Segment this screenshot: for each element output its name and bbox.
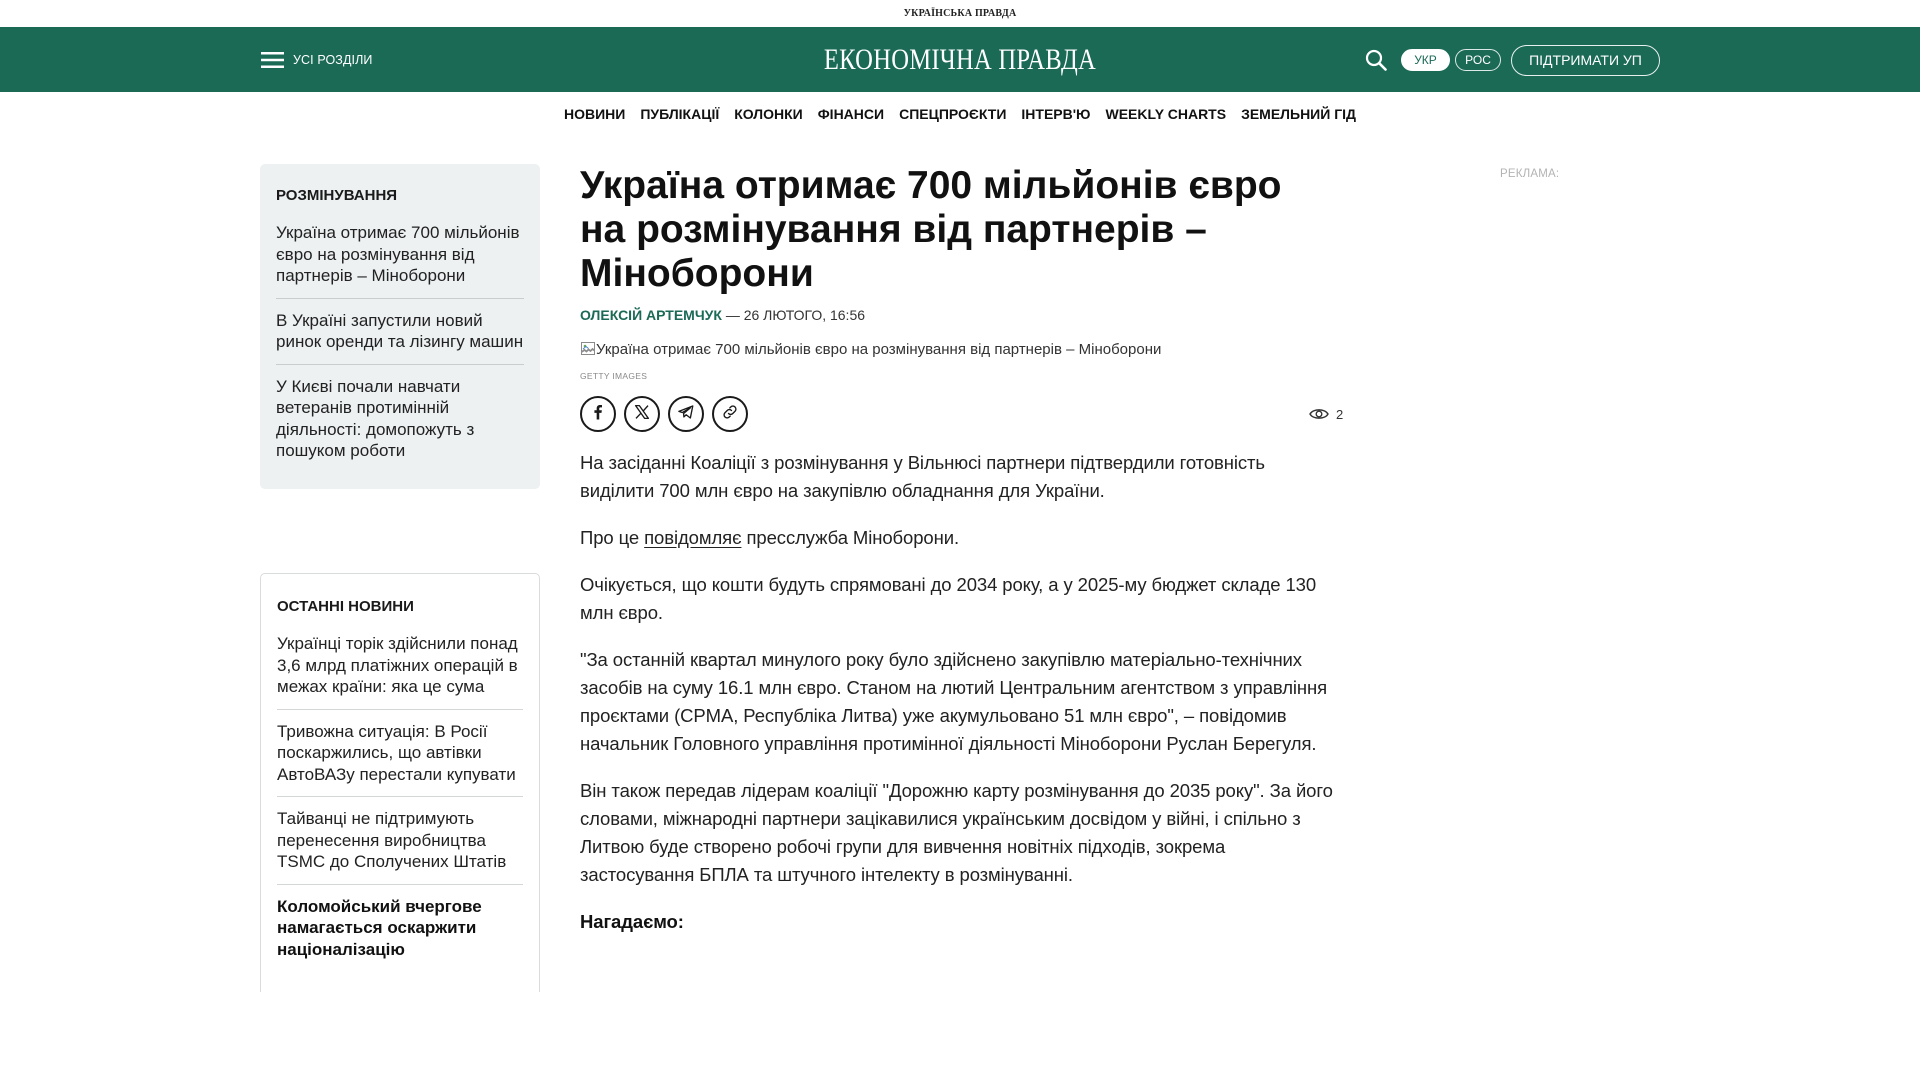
author-link[interactable]: ОЛЕКСІЙ АРТЕМЧУК	[580, 307, 722, 323]
all-sections-label: УСІ РОЗДІЛИ	[293, 53, 373, 67]
hamburger-icon	[261, 52, 284, 68]
topic-list-item[interactable]: В Україні запустили новий ринок оренди та лізингу машин	[276, 298, 524, 364]
broken-image-icon	[580, 341, 596, 357]
nav-item-interview[interactable]: ІНТЕРВ'Ю	[1021, 106, 1091, 122]
copy-link-button[interactable]	[712, 396, 748, 432]
paragraph: На засіданні Коаліції з розмінування у Вільнюсі партнери підтвердили готовність виділити 700 млн євро на закупівлю обладнання для України.	[580, 452, 1265, 501]
reminder-heading: Нагадаємо:	[580, 911, 684, 932]
main-nav	[0, 92, 1920, 136]
latest-news-item[interactable]: Тривожна ситуація: В Росії поскаржились, що автівки АвтоВАЗу перестали купувати	[277, 709, 523, 797]
share-facebook-button[interactable]	[580, 396, 616, 432]
paragraph-text: пресслужба Міноборони.	[741, 527, 960, 548]
lang-ukr-button[interactable]: УКР	[1401, 49, 1450, 71]
search-button[interactable]	[1365, 49, 1387, 71]
latest-news-sidebar	[260, 573, 540, 992]
site-logo[interactable]: ЕКОНОМІЧНА ПРАВДА	[823, 42, 1097, 76]
telegram-icon	[677, 403, 695, 426]
share-x-button[interactable]	[624, 396, 660, 432]
nav-item-news[interactable]: НОВИНИ	[564, 106, 626, 122]
paragraph-text: Про це	[580, 527, 645, 548]
link-icon	[721, 403, 739, 426]
article-image-alt-text: Україна отримає 700 мільйонів євро на розмінування від партнерів – Міноборони	[596, 340, 1162, 358]
all-sections-button[interactable]	[261, 48, 372, 72]
nav-item-finance[interactable]: ФІНАНСИ	[817, 106, 885, 122]
latest-news-title: ОСТАННІ НОВИНИ	[277, 598, 414, 615]
network-topbar	[0, 0, 1920, 27]
nav-item-weekly-charts[interactable]: WEEKLY CHARTS	[1105, 106, 1227, 122]
paragraph-with-source	[580, 524, 1340, 552]
nav-item-columns[interactable]: КОЛОНКИ	[734, 106, 803, 122]
source-link[interactable]: повідомляє	[644, 527, 742, 548]
paragraph-quote: "За останній квартал минулого року було здійснено закупівлю матеріально-технічних засобів на суму 16.1 млн євро. Станом на лютий Центральним агентством з управління проєктами (CPMA, Республіка Литва) уже акумульовано 51 млн євро", – повідомив начальник Головного управління протимінної діяльності Міноборони Руслан Берегуля.	[580, 649, 1328, 754]
paragraph: Очікується, що кошти будуть спрямовані до 2034 року, а у 2025-му бюджет складе 130 млн євро.	[580, 574, 1317, 623]
view-count: 2	[1336, 406, 1344, 422]
share-telegram-button[interactable]	[668, 396, 704, 432]
site-header	[0, 27, 1920, 92]
publish-date: — 26 ЛЮТОГО, 16:56	[725, 307, 866, 323]
image-credit: GETTY IMAGES	[580, 371, 648, 381]
article-body	[580, 449, 1340, 955]
article-image-broken	[580, 340, 1161, 358]
ad-label: РЕКЛАМА:	[1500, 168, 1560, 180]
eye-icon	[1309, 407, 1336, 421]
x-icon	[633, 403, 651, 426]
article-title: Україна отримає 700 мільйонів євро на розмінування від партнерів – Міноборони	[580, 164, 1282, 295]
nav-item-land-guide[interactable]: ЗЕМЕЛЬНИЙ ГІД	[1241, 106, 1356, 122]
latest-news-item[interactable]: Українці торік здійснили понад 3,6 млрд платіжних операцій в межах країни: яка це сума	[277, 634, 518, 696]
search-icon	[1365, 58, 1387, 75]
lang-ros-button[interactable]: РОС	[1455, 49, 1501, 71]
topic-title[interactable]: РОЗМІНУВАННЯ	[276, 187, 398, 204]
topic-sidebar	[260, 164, 540, 489]
topic-list-item[interactable]: Україна отримає 700 мільйонів євро на розмінування від партнерів – Міноборони	[276, 223, 520, 285]
support-button[interactable]: ПІДТРИМАТИ УП	[1511, 45, 1660, 76]
facebook-icon	[588, 402, 608, 427]
latest-news-item-featured[interactable]: Коломойський вчергове намагається оскаржити націоналізацію	[277, 884, 523, 972]
view-counter	[1309, 405, 1343, 423]
article-byline	[580, 306, 865, 324]
topic-list-item[interactable]: У Києві почали навчати ветеранів протимінній діяльності: домопожуть з пошуком роботи	[276, 364, 524, 473]
paragraph: Він також передав лідерам коаліції "Дорожню карту розмінування до 2035 року". За його словами, міжнародні партнери зацікавилися українським досвідом у війні, і спільно з Литвою буде створено робочі групи для вивчення новітніх підходів, зокрема застосування БПЛА та штучного інтелекту в розмінуванні.	[580, 780, 1333, 885]
latest-news-item[interactable]: Тайванці не підтримують перенесення виробництва TSMC до Сполучених Штатів	[277, 796, 523, 884]
nav-item-special-projects[interactable]: СПЕЦПРОЄКТИ	[899, 106, 1007, 122]
nav-item-publications[interactable]: ПУБЛІКАЦІЇ	[640, 106, 720, 122]
network-brand-link[interactable]: УКРАЇНСЬКА ПРАВДА	[903, 8, 1017, 19]
